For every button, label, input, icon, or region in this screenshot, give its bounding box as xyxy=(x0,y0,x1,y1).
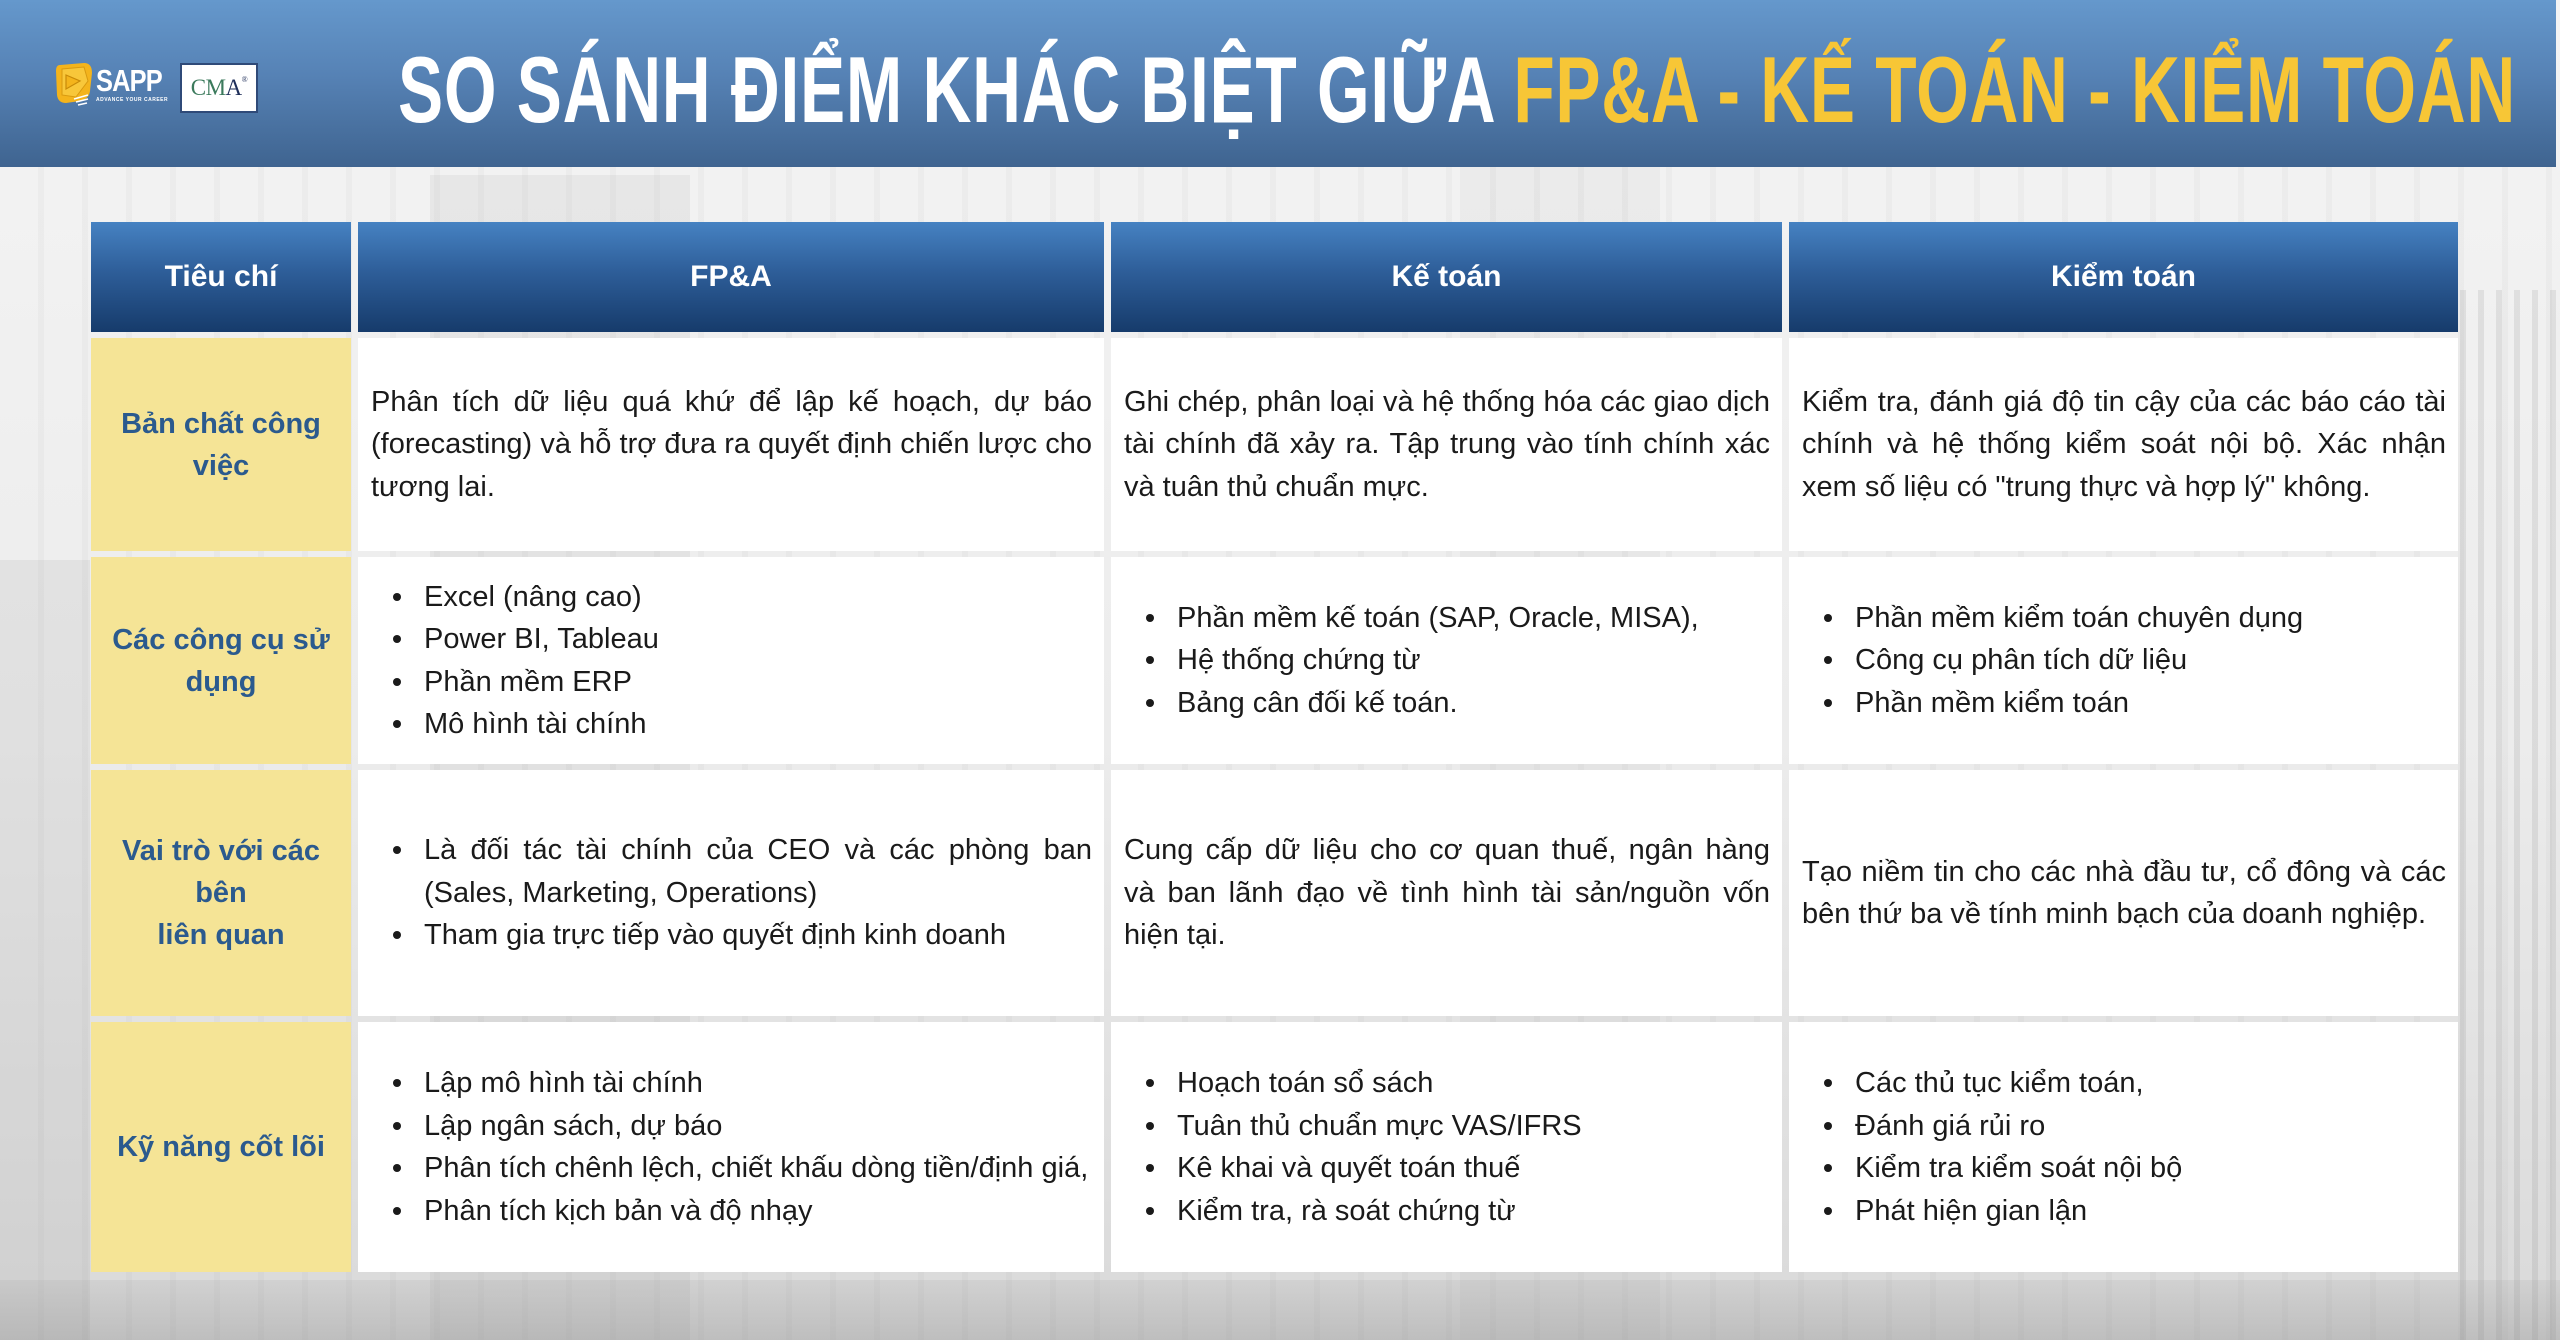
fpa-cell xyxy=(358,557,1104,764)
list-item: Bảng cân đối kế toán. xyxy=(1124,682,1770,725)
sapp-wordmark: SAPP xyxy=(96,63,162,98)
cma-logo xyxy=(180,63,258,113)
fpa-cell xyxy=(358,770,1104,1016)
bullet-icon xyxy=(1146,1122,1154,1130)
bullet-icon xyxy=(393,1122,401,1130)
accounting-list xyxy=(1124,1062,1770,1232)
list-item: Kiểm tra, rà soát chứng từ xyxy=(1124,1190,1770,1233)
list-item: Các thủ tục kiểm toán, xyxy=(1802,1062,2446,1105)
fpa-list xyxy=(371,829,1092,957)
bullet-icon xyxy=(1146,614,1154,622)
bullet-icon xyxy=(393,678,401,686)
fpa-list xyxy=(371,1062,1092,1232)
bullet-icon xyxy=(393,720,401,728)
column-header-accounting: Kế toán xyxy=(1111,222,1782,332)
background-building xyxy=(0,560,90,1340)
bullet-icon xyxy=(1824,1164,1832,1172)
bullet-icon xyxy=(1824,614,1832,622)
table-header-row xyxy=(91,222,2458,332)
bullet-icon xyxy=(1824,656,1832,664)
bullet-icon xyxy=(1824,1122,1832,1130)
bullet-icon xyxy=(393,1207,401,1215)
table-row-tools xyxy=(91,557,2458,764)
list-item: Lập ngân sách, dự báo xyxy=(371,1105,1092,1148)
audit-text: Tạo niềm tin cho các nhà đầu tư, cổ đông và các bên thứ ba về tính minh bạch của doanh nghiệp. xyxy=(1802,855,2446,930)
fpa-cell xyxy=(358,1022,1104,1272)
list-item: Phát hiện gian lận xyxy=(1802,1190,2446,1233)
title-highlight: FP&A - KẾ TOÁN - KIỂM TOÁN xyxy=(1513,37,2516,142)
cma-wordmark: CMA® xyxy=(190,75,248,100)
list-item: Excel (nâng cao) xyxy=(371,576,1092,619)
list-item: Lập mô hình tài chính xyxy=(371,1062,1092,1105)
criterion-cell xyxy=(91,1022,351,1272)
list-item: Hoạch toán sổ sách xyxy=(1124,1062,1770,1105)
bullet-icon xyxy=(1824,699,1832,707)
audit-list xyxy=(1802,1062,2446,1232)
criterion-cell xyxy=(91,557,351,764)
sapp-tagline: ADVANCE YOUR CAREER xyxy=(96,97,169,103)
criterion-cell xyxy=(91,338,351,551)
table-row-stakeholder-role xyxy=(91,770,2458,1016)
page-title xyxy=(398,37,2516,142)
list-item: Phần mềm kiểm toán xyxy=(1802,682,2446,725)
bullet-icon xyxy=(1824,1207,1832,1215)
list-item: Phần mềm ERP xyxy=(371,661,1092,704)
audit-cell xyxy=(1789,1022,2458,1272)
criterion-label: Các công cụ sử dụng xyxy=(112,623,330,698)
list-item: Phân tích kịch bản và độ nhạy xyxy=(371,1190,1092,1233)
audit-text: Kiểm tra, đánh giá độ tin cậy của các báo cáo tài chính và hệ thống kiểm soát nội bộ. Xác nhận xem số liệu có "trung thực và hợp lý" không. xyxy=(1802,385,2446,503)
bullet-icon xyxy=(1146,1079,1154,1087)
list-item: Mô hình tài chính xyxy=(371,703,1092,746)
audit-cell xyxy=(1789,770,2458,1016)
column-header-criteria: Tiêu chí xyxy=(91,222,351,332)
table-row-nature-of-work xyxy=(91,338,2458,551)
bullet-icon xyxy=(1824,1079,1832,1087)
table-row-core-skills xyxy=(91,1022,2458,1272)
accounting-cell xyxy=(1111,770,1782,1016)
accounting-list xyxy=(1124,597,1770,725)
bullet-icon xyxy=(1146,1164,1154,1172)
bullet-icon xyxy=(393,931,401,939)
bullet-icon xyxy=(393,846,401,854)
list-item: Phần mềm kiểm toán chuyên dụng xyxy=(1802,597,2446,640)
list-item: Phần mềm kế toán (SAP, Oracle, MISA), xyxy=(1124,597,1770,640)
fpa-cell xyxy=(358,338,1104,551)
sapp-play-icon xyxy=(54,61,94,107)
list-item: Kê khai và quyết toán thuế xyxy=(1124,1147,1770,1190)
list-item: Tham gia trực tiếp vào quyết định kinh doanh xyxy=(371,914,1092,957)
list-item: Hệ thống chứng từ xyxy=(1124,639,1770,682)
accounting-cell xyxy=(1111,338,1782,551)
criterion-label: Vai trò với các bên liên quan xyxy=(122,835,320,951)
audit-cell xyxy=(1789,338,2458,551)
list-item: Đánh giá rủi ro xyxy=(1802,1105,2446,1148)
accounting-cell xyxy=(1111,557,1782,764)
criterion-label: Bản chất công việc xyxy=(121,407,321,482)
comparison-table xyxy=(91,222,2458,1278)
list-item: Tuân thủ chuẩn mực VAS/IFRS xyxy=(1124,1105,1770,1148)
bullet-icon xyxy=(1146,656,1154,664)
fpa-list xyxy=(371,576,1092,746)
fpa-text: Phân tích dữ liệu quá khứ để lập kế hoạch, dự báo (forecasting) và hỗ trợ đưa ra quyết định chiến lược cho tương lai. xyxy=(371,385,1092,503)
list-item: Power BI, Tableau xyxy=(371,618,1092,661)
list-item: Là đối tác tài chính của CEO và các phòng ban (Sales, Marketing, Operations) xyxy=(371,829,1092,914)
list-item: Kiểm tra kiểm soát nội bộ xyxy=(1802,1147,2446,1190)
background-building xyxy=(2460,290,2560,1340)
title-main: SO SÁNH ĐIỂM KHÁC BIỆT GIỮA xyxy=(398,37,1514,142)
bullet-icon xyxy=(393,635,401,643)
audit-list xyxy=(1802,597,2446,725)
accounting-cell xyxy=(1111,1022,1782,1272)
list-item: Phân tích chênh lệch, chiết khấu dòng tiền/định giá, xyxy=(371,1147,1092,1190)
sapp-logo xyxy=(54,58,169,110)
background-street xyxy=(0,1280,2560,1340)
title-banner xyxy=(0,0,2556,167)
column-header-audit: Kiểm toán xyxy=(1789,222,2458,332)
list-item: Công cụ phân tích dữ liệu xyxy=(1802,639,2446,682)
accounting-text: Cung cấp dữ liệu cho cơ quan thuế, ngân hàng và ban lãnh đạo về tình hình tài sản/nguồn vốn hiện tại. xyxy=(1124,834,1770,952)
bullet-icon xyxy=(393,1079,401,1087)
criterion-cell xyxy=(91,770,351,1016)
bullet-icon xyxy=(1146,1207,1154,1215)
accounting-text: Ghi chép, phân loại và hệ thống hóa các giao dịch tài chính đã xảy ra. Tập trung vào tính chính xác và tuân thủ chuẩn mực. xyxy=(1124,385,1770,503)
criterion-label: Kỹ năng cốt lõi xyxy=(117,1131,325,1163)
bullet-icon xyxy=(393,1164,401,1172)
column-header-fpa: FP&A xyxy=(358,222,1104,332)
audit-cell xyxy=(1789,557,2458,764)
bullet-icon xyxy=(1146,699,1154,707)
bullet-icon xyxy=(393,593,401,601)
